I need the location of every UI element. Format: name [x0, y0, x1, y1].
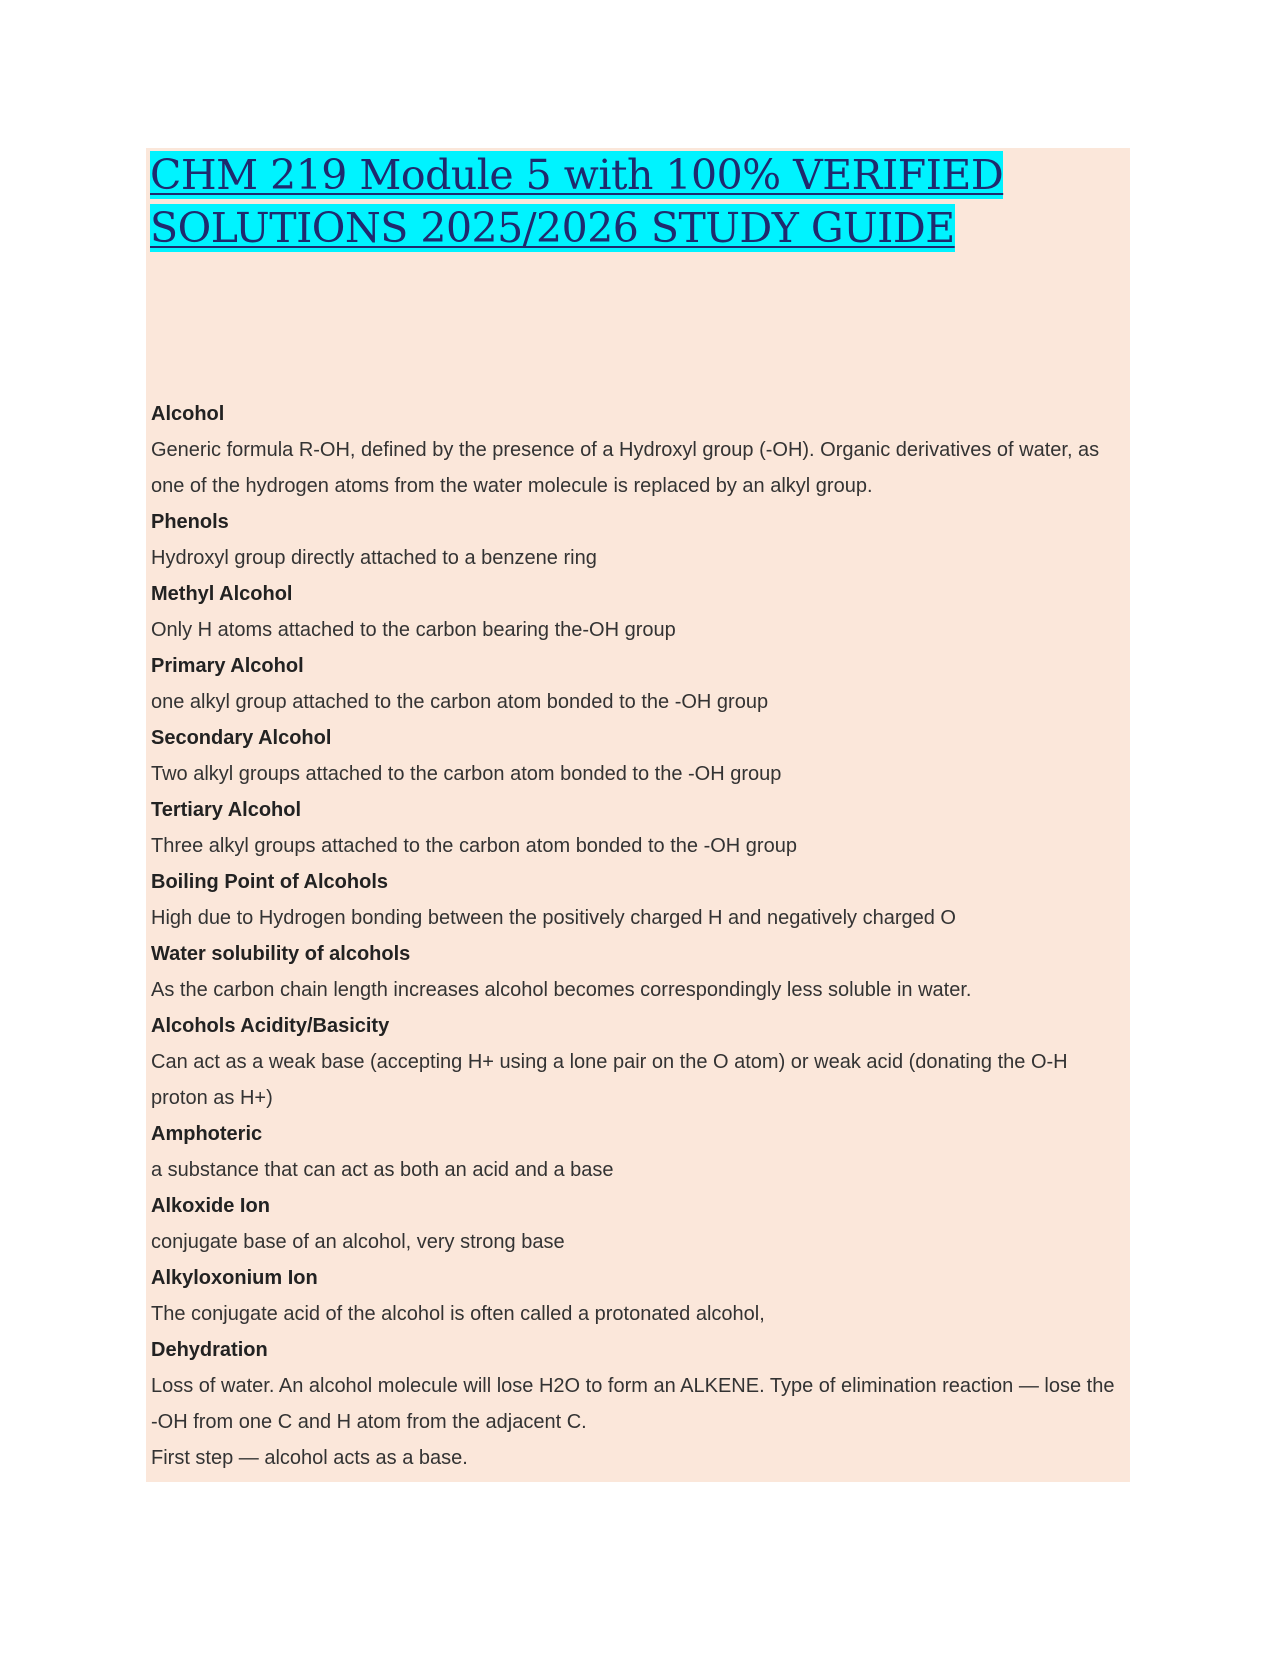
entry-term: Water solubility of alcohols [151, 943, 411, 965]
entry-term: Methyl Alcohol [151, 583, 293, 605]
entry-definition: Hydroxyl group directly attached to a benzene ring [151, 547, 597, 569]
entry-term: Secondary Alcohol [151, 727, 332, 749]
entry-term: Tertiary Alcohol [151, 799, 302, 821]
entry-term: Amphoteric [151, 1123, 263, 1145]
entry-term: Dehydration [151, 1339, 268, 1361]
title-line-2: SOLUTIONS 2025/2026 STUDY GUIDE [150, 204, 955, 252]
entry-term: Alcohol [151, 403, 225, 425]
entry-definition: Two alkyl groups attached to the carbon atom bonded to the -OH group [151, 763, 782, 785]
entry-term: Alkoxide Ion [151, 1195, 270, 1217]
entry-definition: Three alkyl groups attached to the carbon atom bonded to the -OH group [151, 835, 797, 857]
entry-term: Alkyloxonium Ion [151, 1267, 318, 1289]
title-line-1: CHM 219 Module 5 with 100% VERIFIED [150, 151, 1004, 199]
entry-definition: conjugate base of an alcohol, very strong base [151, 1231, 565, 1253]
entry-term: Alcohols Acidity/Basicity [151, 1015, 390, 1037]
entry-definition: Generic formula R-OH, defined by the presence of a Hydroxyl group (-OH). Organic derivatives of water, as one of the hydrogen atoms from the water molecule is replaced by an alkyl group. [151, 439, 1100, 497]
entry-definition: Loss of water. An alcohol molecule will lose H2O to form an ALKENE. Type of elimination reaction — lose the -OH from one C and H atom from the adjacent C. [151, 1375, 1115, 1433]
entry-term: Phenols [151, 511, 229, 533]
document-title [150, 149, 1003, 255]
entry-definition: a substance that can act as both an acid and a base [151, 1159, 614, 1181]
entry-term: Boiling Point of Alcohols [151, 871, 389, 893]
entry-extra-line: First step — alcohol acts as a base. [151, 1447, 468, 1469]
entry-definition: As the carbon chain length increases alcohol becomes correspondingly less soluble in water. [151, 979, 972, 1001]
entry-definition: one alkyl group attached to the carbon atom bonded to the -OH group [151, 691, 769, 713]
glossary-list [151, 396, 1126, 1476]
entry-definition: Only H atoms attached to the carbon bearing the-OH group [151, 619, 676, 641]
entry-definition: The conjugate acid of the alcohol is often called a protonated alcohol, [151, 1303, 765, 1325]
entry-definition: High due to Hydrogen bonding between the positively charged H and negatively charged O [151, 907, 956, 929]
entry-definition: Can act as a weak base (accepting H+ using a lone pair on the O atom) or weak acid (donating the O-H proton as H+) [151, 1051, 1068, 1109]
entry-term: Primary Alcohol [151, 655, 304, 677]
